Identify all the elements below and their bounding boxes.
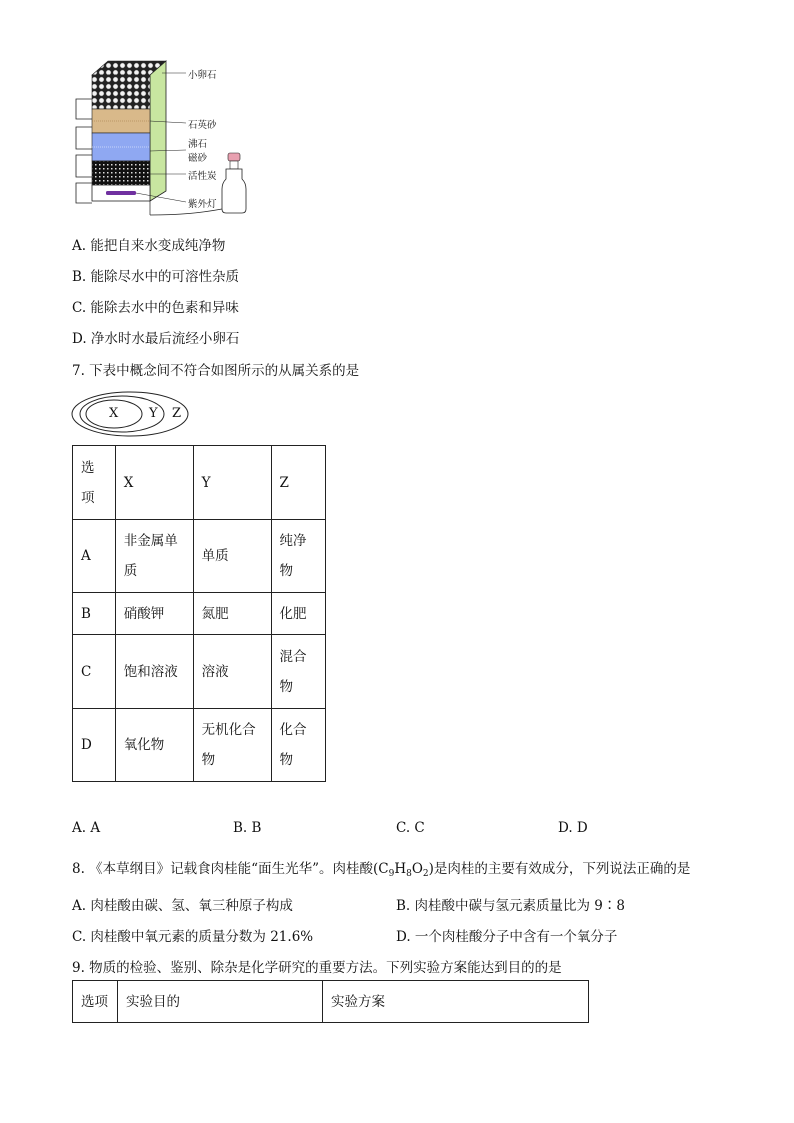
cell: 氮肥: [193, 593, 271, 635]
table-row: [73, 593, 326, 635]
cell: C: [73, 635, 116, 709]
q8-stem-before: 8. 《本草纲目》记载食肉桂能“面生光华”。肉桂酸(: [72, 861, 379, 877]
cell: A: [73, 520, 116, 593]
q7-choice-b: B. B: [233, 820, 262, 836]
cell: 化合物: [271, 709, 325, 782]
label-carbon: 活性炭: [188, 171, 217, 182]
cell: 化肥: [271, 593, 325, 635]
q8-stem: [72, 857, 690, 879]
cell: 无机化合物: [193, 709, 271, 782]
q7-stem: 7. 下表中概念间不符合如图所示的从属关系的是: [72, 363, 360, 379]
header-z: Z: [271, 446, 325, 520]
side-panel: [150, 61, 166, 201]
q9-stem: 9. 物质的检验、鉴别、除杂是化学研究的重要方法。下列实验方案能达到目的的是: [72, 960, 562, 976]
cinnamic-acid-formula: $C_9H_8O_2$: [378, 861, 429, 879]
header-option: 选项: [73, 981, 118, 1023]
venn-label-x: X: [109, 406, 119, 421]
label-uv: 紫外灯: [188, 199, 217, 210]
bottle-icon: [222, 153, 246, 213]
q8-stem-after: )是肉桂的主要有效成分，下列说法正确的是: [428, 861, 691, 877]
q7-choice-a: A. A: [72, 820, 101, 836]
q6-option-c: C. 能除去水中的色素和异味: [72, 300, 239, 316]
cell: 纯净物: [271, 520, 325, 593]
q7-choice-c: C. C: [396, 820, 425, 836]
label-magnetite: 磁砂: [188, 153, 208, 164]
cell: 非金属单质: [115, 520, 193, 593]
label-quartz: 石英砂: [188, 120, 217, 131]
q9-table: [72, 980, 589, 1023]
q8-option-b: B. 肉桂酸中碳与氢元素质量比为 9∶8: [396, 898, 625, 914]
q7-choice-d: D. D: [558, 820, 588, 836]
table-row: [73, 981, 589, 1023]
table-row: [73, 635, 326, 709]
carbon-layer: [92, 161, 150, 185]
cell: 饱和溶液: [115, 635, 193, 709]
header-option: 选项: [73, 446, 116, 520]
cell: D: [73, 709, 116, 782]
pebble-layer: [92, 75, 150, 109]
q6-option-b: B. 能除尽水中的可溶性杂质: [72, 269, 240, 285]
cell: 硝酸钾: [115, 593, 193, 635]
uv-lamp: [106, 191, 136, 195]
q7-table: [72, 445, 326, 782]
header-x: X: [115, 446, 193, 520]
header-purpose: 实验目的: [118, 981, 323, 1023]
q6-option-d: D. 净水时水最后流经小卵石: [72, 331, 240, 347]
label-pebble: 小卵石: [188, 70, 217, 81]
label-zeolite: 沸石: [188, 139, 208, 150]
table-row: [73, 709, 326, 782]
header-scheme: 实验方案: [323, 981, 589, 1023]
cell: 混合物: [271, 635, 325, 709]
cell: 溶液: [193, 635, 271, 709]
table-row: [73, 446, 326, 520]
q8-option-d: D. 一个肉桂酸分子中含有一个氧分子: [396, 929, 618, 945]
venn-label-y: Y: [149, 406, 158, 421]
table-row: [73, 520, 326, 593]
header-y: Y: [193, 446, 271, 520]
venn-label-z: Z: [172, 406, 182, 421]
water-filter-figure: [70, 55, 260, 220]
cell: 氧化物: [115, 709, 193, 782]
q8-option-a: A. 肉桂酸由碳、氢、氧三种原子构成: [72, 898, 293, 914]
q6-option-a: A. 能把自来水变成纯净物: [72, 238, 226, 254]
cell: 单质: [193, 520, 271, 593]
q8-option-c: C. 肉桂酸中氧元素的质量分数为 21.6%: [72, 929, 314, 945]
cell: B: [73, 593, 116, 635]
